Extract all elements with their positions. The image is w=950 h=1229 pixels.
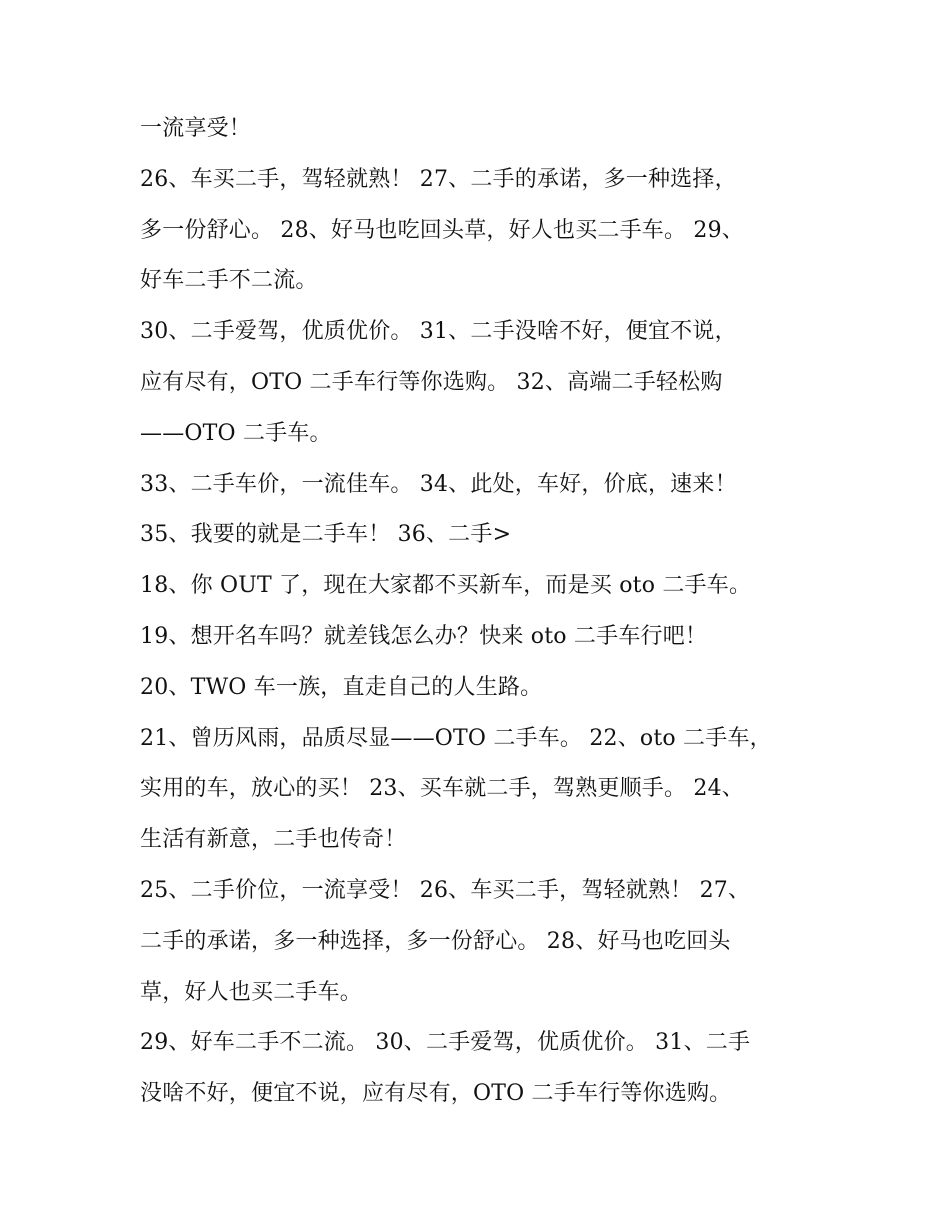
- document-body: [140, 104, 820, 1120]
- text-line: 25、二手价位，一流享受！ 26、车买二手，驾轻就熟！ 27、: [140, 877, 751, 903]
- text-line: 20、TWO 车一族，直走自己的人生路。: [140, 674, 543, 700]
- text-line: 21、曾历风雨，品质尽显——OTO 二手车。 22、oto 二手车，: [140, 725, 772, 751]
- text-line: 33、二手车价，一流佳车。 34、此处，车好，价底，速来！: [140, 471, 737, 497]
- text-line: 实用的车，放心的买！ 23、买车就二手，驾熟更顺手。 24、: [140, 776, 744, 802]
- text-line: ——OTO 二手车。: [140, 420, 332, 446]
- text-line: 19、想开名车吗？就差钱怎么办？快来 oto 二手车行吧！: [140, 623, 708, 649]
- text-line: 26、车买二手，驾轻就熟！ 27、二手的承诺，多一种选择，: [140, 166, 737, 192]
- text-line: 29、好车二手不二流。 30、二手爱驾，优质优价。 31、二手: [140, 1030, 751, 1056]
- text-line: 一流享受！: [140, 116, 252, 141]
- text-line: 多一份舒心。 28、好马也吃回头草，好人也买二手车。 29、: [140, 217, 744, 243]
- text-line: 应有尽有，OTO 二手车行等你选购。 32、高端二手轻松购: [140, 369, 723, 395]
- text-line: 好车二手不二流。: [140, 268, 318, 294]
- text-line: 二手的承诺，多一种选择，多一份舒心。 28、好马也吃回头: [140, 928, 731, 954]
- text-line: 30、二手爱驾，优质优价。 31、二手没啥不好，便宜不说，: [140, 319, 737, 345]
- text-line: 草，好人也买二手车。: [140, 979, 363, 1005]
- text-line: 生活有新意，二手也传奇！: [140, 827, 407, 853]
- text-line: 35、我要的就是二手车！ 36、二手>: [140, 522, 512, 548]
- text-line: 18、你 OUT 了，现在大家都不买新车，而是买 oto 二手车。: [140, 573, 752, 599]
- text-line: 没啥不好，便宜不说，应有尽有，OTO 二手车行等你选购。: [140, 1081, 732, 1107]
